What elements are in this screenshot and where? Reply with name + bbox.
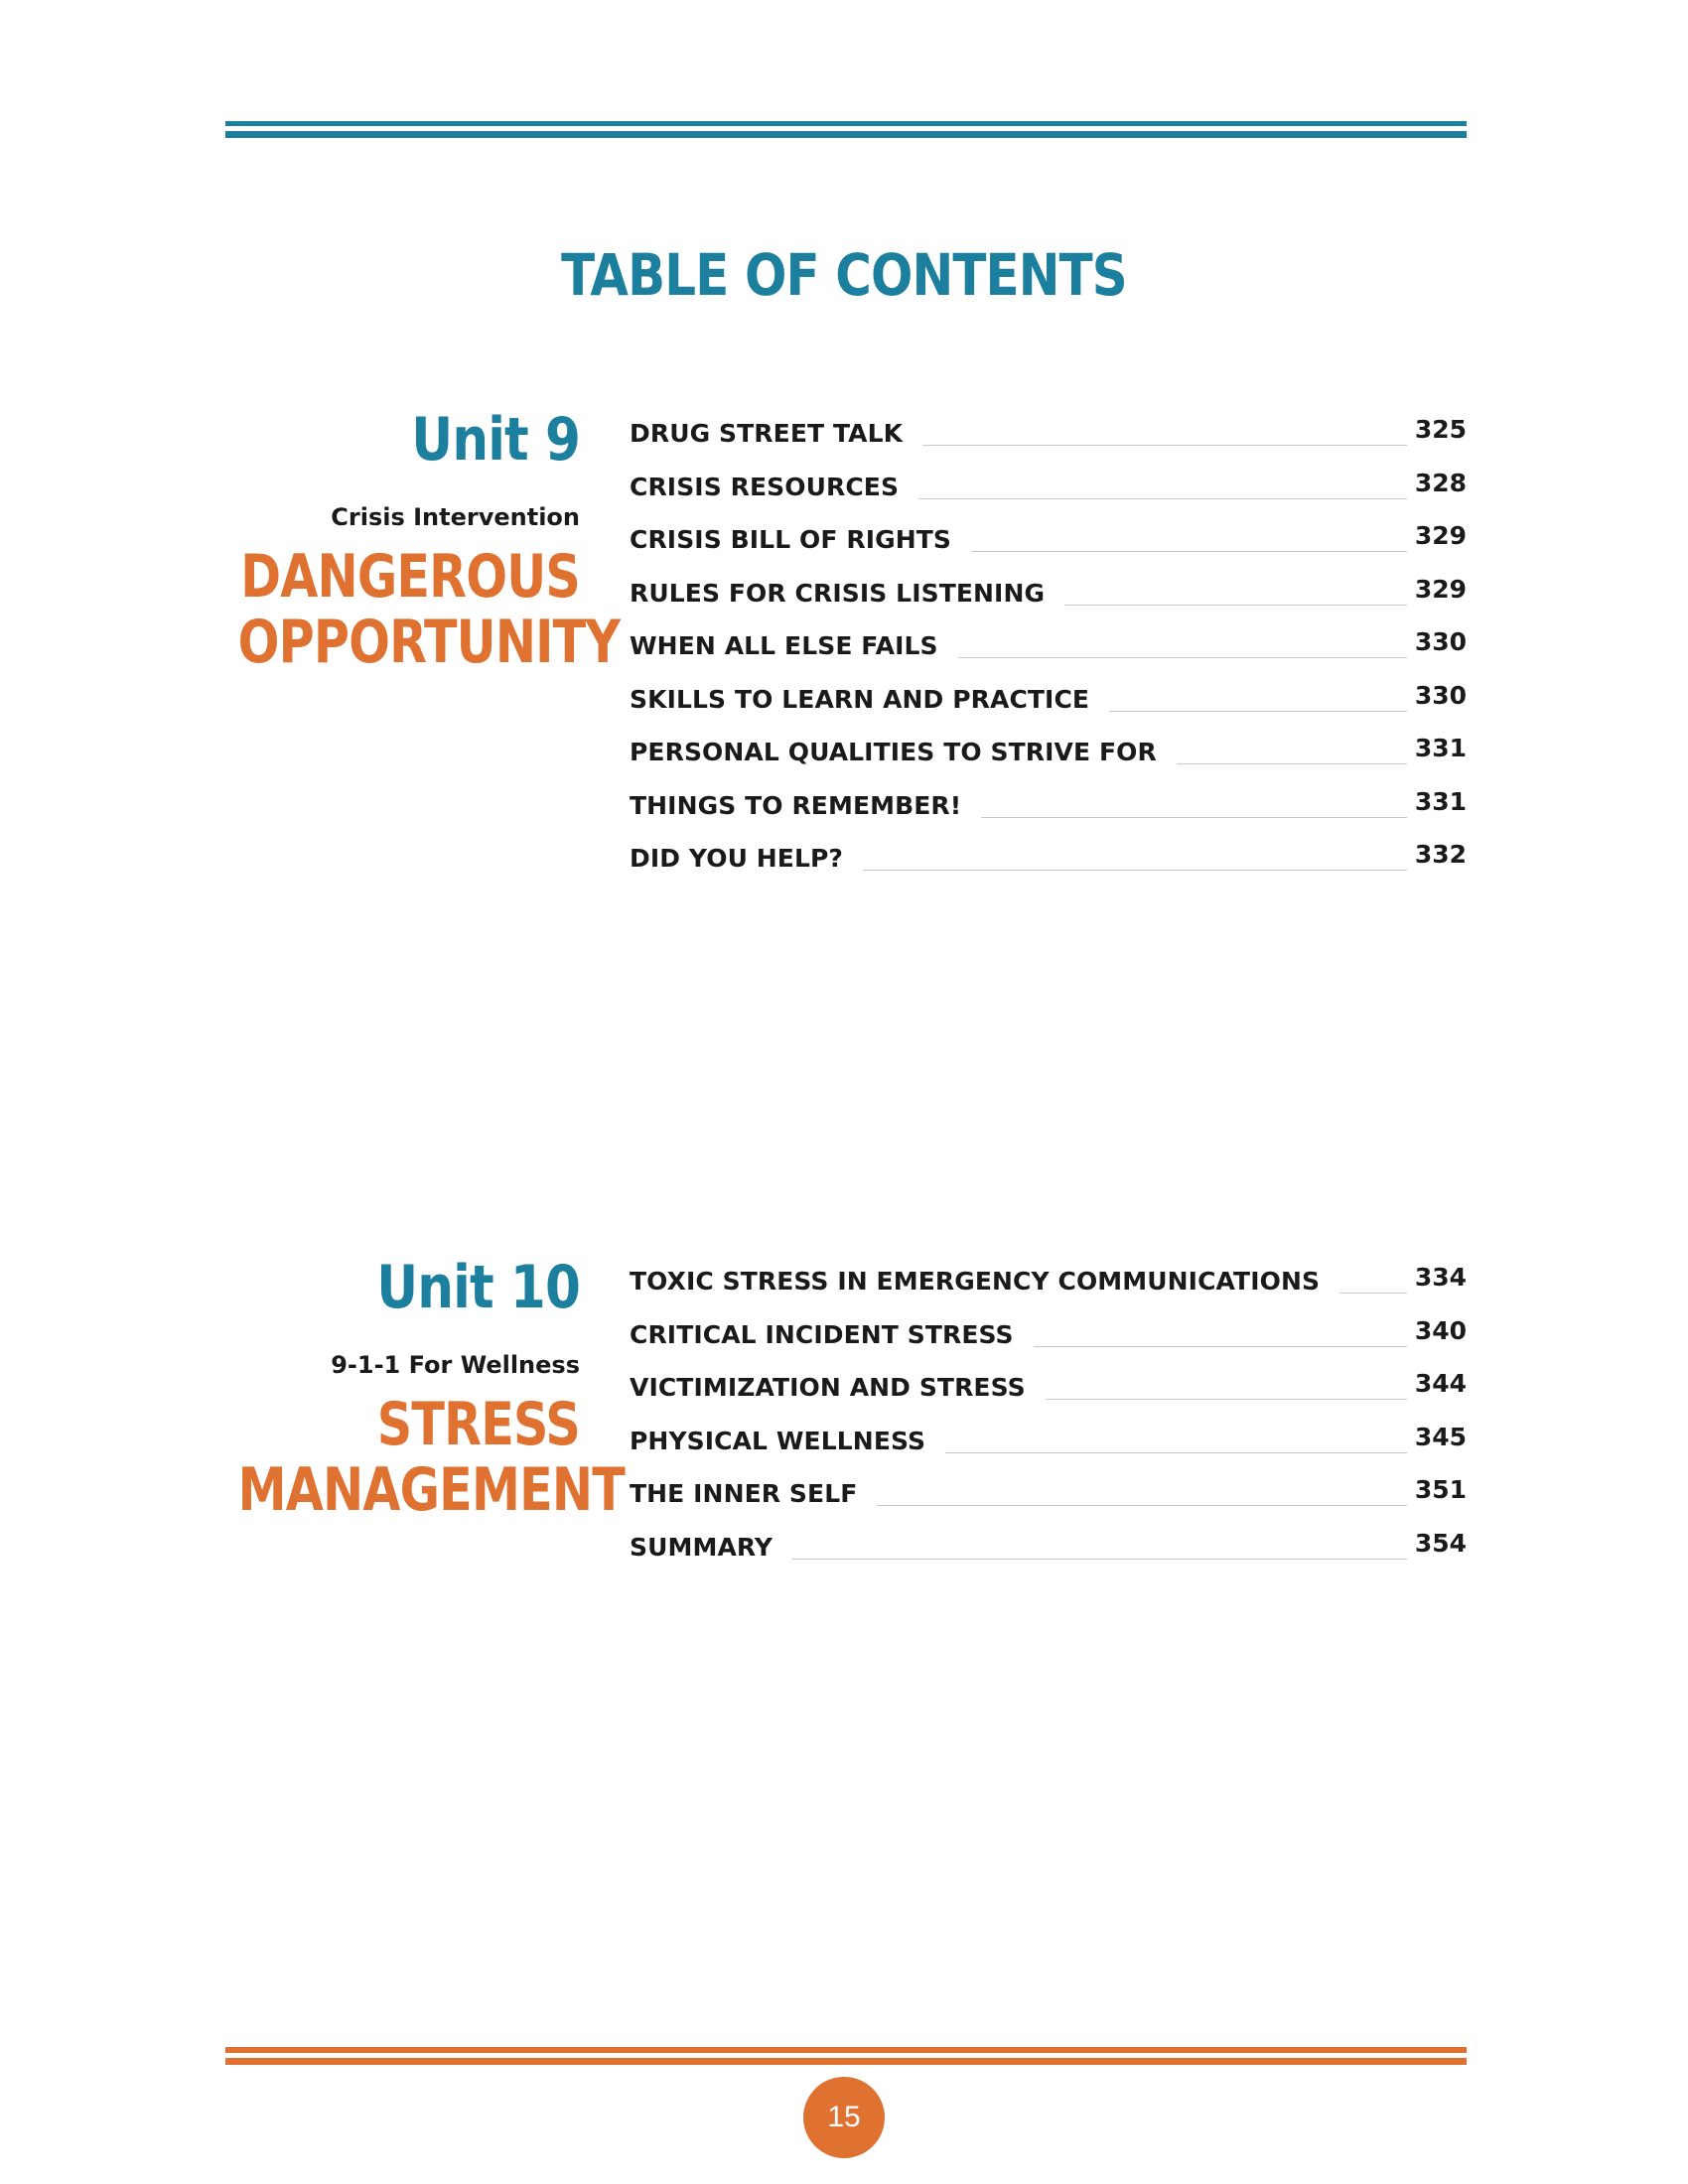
toc-entry-title: SKILLS TO LEARN AND PRACTICE xyxy=(630,684,1090,714)
toc-entry[interactable] xyxy=(630,834,1467,887)
toc-entry-title: RULES FOR CRISIS LISTENING xyxy=(630,578,1046,608)
dot-leader xyxy=(877,1469,1406,1506)
toc-entry[interactable] xyxy=(630,1523,1467,1576)
toc-entry-page: 331 xyxy=(1414,786,1467,816)
bottom-decorative-rule xyxy=(225,2047,1467,2067)
toc-entry[interactable] xyxy=(630,515,1467,569)
unit-10-topic xyxy=(237,1390,625,1525)
toc-entry-page: 351 xyxy=(1414,1475,1467,1504)
toc-entry[interactable] xyxy=(630,1363,1467,1417)
toc-entry[interactable] xyxy=(630,1310,1467,1364)
unit-9-entry-list xyxy=(630,409,1467,887)
top-decorative-rule xyxy=(225,121,1467,141)
bottom-rule-line-2 xyxy=(225,2058,1467,2065)
toc-entry-title: DID YOU HELP? xyxy=(630,844,844,873)
unit-10-topic-line-2: MANAGEMENT xyxy=(237,1455,625,1525)
toc-entry-title: WHEN ALL ELSE FAILS xyxy=(630,631,938,660)
dot-leader xyxy=(971,515,1407,552)
toc-entry-page: 354 xyxy=(1414,1528,1467,1558)
unit-10-topic-line-1: STRESS xyxy=(376,1390,580,1459)
unit-9-subtitle: Crisis Intervention xyxy=(331,503,580,531)
top-rule-line-2 xyxy=(225,131,1467,138)
dot-leader xyxy=(1109,675,1407,712)
toc-entry-page: 344 xyxy=(1414,1369,1467,1398)
bottom-rule-line-1 xyxy=(225,2047,1467,2053)
toc-entry-page: 331 xyxy=(1414,734,1467,762)
page-title: TABLE OF CONTENTS xyxy=(561,241,1127,309)
page-number-badge xyxy=(803,2077,885,2158)
unit-9-heading-block xyxy=(163,405,621,677)
unit-10-heading-block xyxy=(163,1253,625,1525)
unit-9-topic xyxy=(237,542,621,677)
dot-leader xyxy=(863,834,1407,871)
dot-leader xyxy=(918,463,1407,499)
toc-entry-page: 329 xyxy=(1414,574,1467,604)
toc-entry-page: 325 xyxy=(1414,415,1467,444)
dot-leader xyxy=(922,409,1407,446)
toc-entry-page: 340 xyxy=(1414,1315,1467,1345)
toc-entry-page: 330 xyxy=(1414,627,1467,656)
toc-entry[interactable] xyxy=(630,728,1467,781)
toc-entry[interactable] xyxy=(630,1257,1467,1310)
toc-entry[interactable] xyxy=(630,1417,1467,1470)
toc-entry-title: SUMMARY xyxy=(630,1532,774,1562)
toc-entry-title: PERSONAL QUALITIES TO STRIVE FOR xyxy=(630,738,1157,766)
toc-entry-title: DRUG STREET TALK xyxy=(630,419,904,448)
toc-entry[interactable] xyxy=(630,1469,1467,1523)
dot-leader xyxy=(1339,1257,1407,1294)
toc-entry-page: 334 xyxy=(1414,1263,1467,1292)
toc-entry-page: 329 xyxy=(1414,521,1467,550)
top-rule-line-1 xyxy=(225,121,1467,126)
toc-entry-title: THINGS TO REMEMBER! xyxy=(630,790,962,820)
unit-9-topic-line-1: DANGEROUS xyxy=(240,542,580,612)
dot-leader xyxy=(981,781,1407,818)
unit-9-topic-line-2: OPPORTUNITY xyxy=(237,608,621,677)
toc-entry-title: THE INNER SELF xyxy=(630,1479,858,1508)
dot-leader xyxy=(945,1417,1407,1453)
dot-leader xyxy=(1046,1363,1407,1400)
dot-leader xyxy=(1177,728,1407,764)
toc-entry[interactable] xyxy=(630,409,1467,463)
page-number: 15 xyxy=(827,2101,861,2133)
toc-entry[interactable] xyxy=(630,621,1467,675)
toc-entry-title: CRISIS RESOURCES xyxy=(630,472,900,501)
toc-entry-title: CRISIS BILL OF RIGHTS xyxy=(630,525,952,554)
toc-entry-page: 332 xyxy=(1414,840,1467,869)
dot-leader xyxy=(792,1523,1407,1560)
toc-entry-page: 330 xyxy=(1414,680,1467,710)
toc-entry-title: CRITICAL INCIDENT STRESS xyxy=(630,1319,1014,1349)
unit-9-label: Unit 9 xyxy=(411,405,580,475)
dot-leader xyxy=(1034,1310,1407,1347)
toc-entry[interactable] xyxy=(630,675,1467,729)
toc-entry-title: VICTIMIZATION AND STRESS xyxy=(630,1373,1026,1402)
dot-leader xyxy=(1064,569,1407,606)
unit-10-subtitle: 9-1-1 For Wellness xyxy=(331,1351,580,1379)
unit-10-label: Unit 10 xyxy=(376,1253,580,1322)
unit-10-entry-list xyxy=(630,1257,1467,1575)
toc-entry-title: PHYSICAL WELLNESS xyxy=(630,1426,926,1455)
dot-leader xyxy=(958,621,1407,658)
toc-entry-page: 345 xyxy=(1414,1422,1467,1451)
toc-entry-title: TOXIC STRESS IN EMERGENCY COMMUNICATIONS xyxy=(630,1267,1321,1296)
toc-entry[interactable] xyxy=(630,781,1467,835)
toc-entry[interactable] xyxy=(630,463,1467,516)
toc-entry-page: 328 xyxy=(1414,468,1467,497)
toc-entry[interactable] xyxy=(630,569,1467,622)
